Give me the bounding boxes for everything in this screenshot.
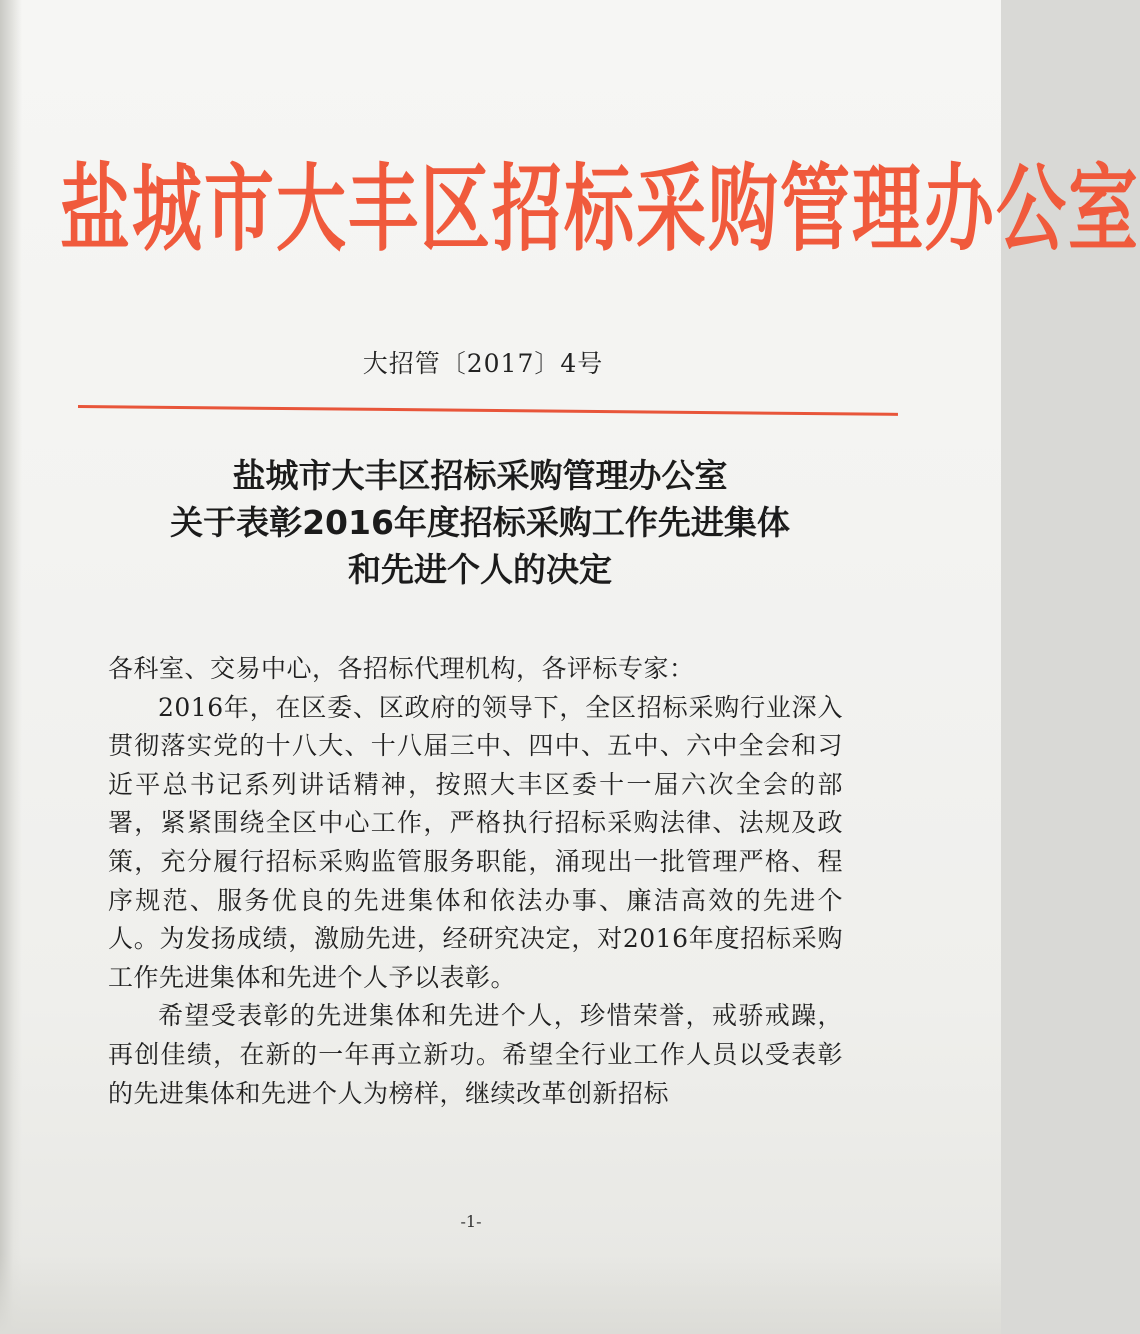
document-body <box>108 650 843 1113</box>
title-line-1: 盐城市大丰区招标采购管理办公室 <box>232 456 728 495</box>
letterhead-red-rule <box>78 405 898 416</box>
body-paragraph-1: 2016年，在区委、区政府的领导下，全区招标采购行业深入贯彻落实党的十八大、十八届三中、四中、五中、六中全会和习近平总书记系列讲话精神，按照大丰区委十一届六次全会的部署，紧紧围绕全区中心工作，严格执行招标采购法律、法规及政策，充分履行招标采购监管服务职能，涌现出一批管理严格、程序规范、服务优良的先进集体和依法办事、廉洁高效的先进个人。为发扬成绩，激励先进，经研究决定，对2016年度招标采购工作先进集体和先进个人予以表彰。 <box>108 692 843 992</box>
body-paragraph-2: 希望受表彰的先进集体和先进个人，珍惜荣誉，戒骄戒躁，再创佳绩，在新的一年再立新功。希望全行业工作人员以受表彰的先进集体和先进个人为榜样，继续改革创新招标 <box>108 1001 843 1108</box>
document-number: 大招管〔2017〕4号 <box>362 349 604 378</box>
title-line-2: 关于表彰2016年度招标采购工作先进集体 <box>170 503 790 542</box>
page-bottom-shadow <box>0 1254 1001 1334</box>
page-number: -1- <box>460 1212 482 1231</box>
title-line-3: 和先进个人的决定 <box>348 550 612 589</box>
page-edge-shadow <box>0 0 22 1334</box>
salutation: 各科室、交易中心，各招标代理机构，各评标专家： <box>108 654 695 683</box>
document-title <box>60 452 900 593</box>
letterhead-org-name: 盐城市大丰区招标采购管理办公室 <box>60 153 1140 265</box>
